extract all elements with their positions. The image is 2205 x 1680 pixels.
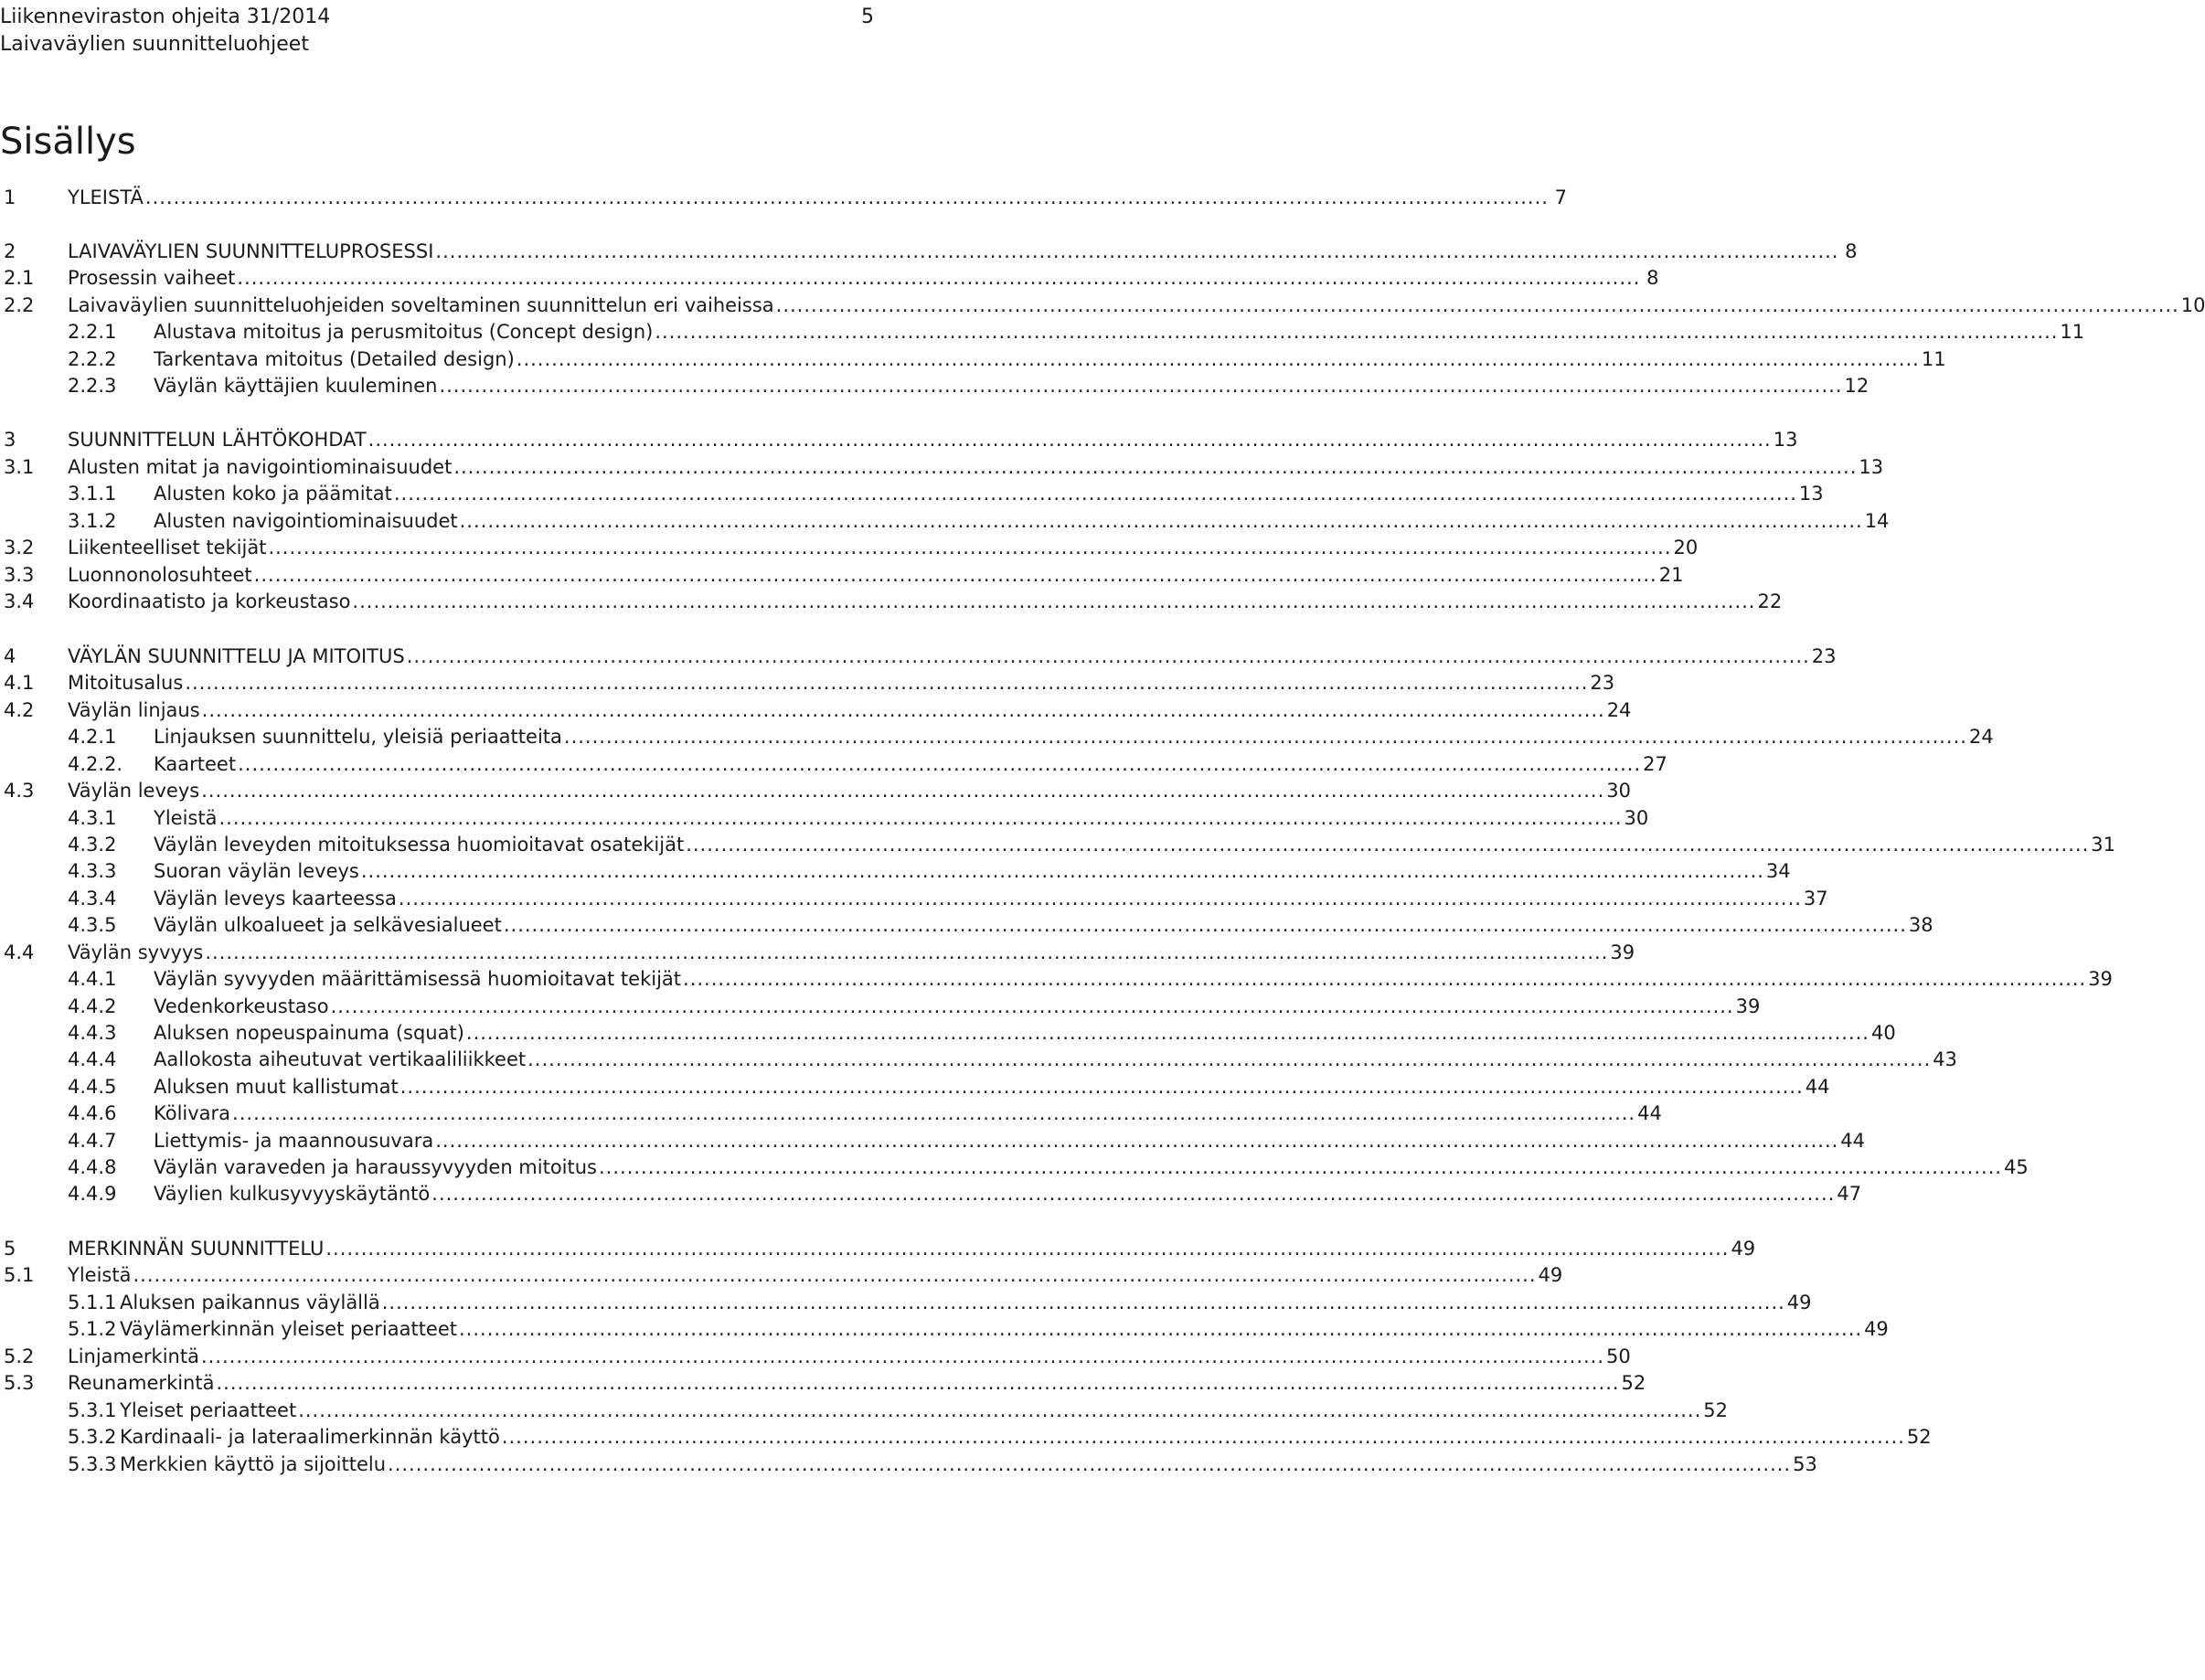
toc-entry-page: 13	[1798, 483, 1824, 505]
toc-entry-label: Alusten navigointiominaisuudet	[154, 510, 458, 532]
dot-leader: ........................................................................................................................................................................................................	[253, 564, 1657, 586]
toc-entry-number: 3.4	[4, 590, 35, 612]
dot-leader: ........................................................................................................................................................................................................	[465, 1022, 1869, 1044]
toc-entry-page: 44	[1840, 1130, 1866, 1152]
toc-entry-number: 4.3.2	[68, 834, 117, 856]
toc-entry-number: 2.2.1	[68, 321, 117, 343]
toc-entry-page: 23	[1590, 672, 1615, 694]
toc-entry-number: 2.2	[4, 294, 35, 316]
dot-leader: ........................................................................................................................................................................................................	[216, 1372, 1620, 1394]
dot-leader: ........................................................................................................................................................................................................	[775, 294, 2179, 316]
toc-entry-page: 50	[1606, 1345, 1631, 1367]
toc-entry-page: 12	[1844, 375, 1869, 397]
toc-entry-page: 40	[1870, 1022, 1896, 1044]
dot-leader: ........................................................................................................................................................................................................	[133, 1264, 1537, 1286]
toc-entry-label: Väylien kulkusyvyyskäytäntö	[154, 1183, 431, 1205]
dot-leader: ........................................................................................................................................................................................................	[298, 1399, 1702, 1421]
toc-entry-number: 4.4.1	[68, 968, 117, 990]
dot-leader: ........................................................................................................................................................................................................	[503, 914, 1907, 936]
toc-entry-number: 4.4.3	[68, 1022, 117, 1044]
toc-entry-page: 11	[1921, 348, 1946, 370]
toc-entry[interactable]	[0, 1313, 1889, 1345]
toc-entry-page: 14	[1864, 510, 1890, 532]
toc-entry-label: Aluksen paikannus väylällä	[120, 1292, 380, 1313]
toc-entry-label: Linjauksen suunnittelu, yleisiä periaatteita	[154, 726, 562, 748]
toc-entry-page: 23	[1811, 645, 1837, 667]
toc-entry-label: Yleiset periaatteet	[120, 1399, 297, 1421]
toc-entry-page: 43	[1933, 1048, 1957, 1070]
toc-entry-page: 52	[1906, 1426, 1932, 1448]
toc-entry[interactable]	[0, 424, 1798, 455]
dot-leader: ........................................................................................................................................................................................................	[201, 780, 1605, 802]
toc-entry-label: Prosessin vaiheet	[68, 267, 236, 289]
dot-leader: ........................................................................................................................................................................................................	[330, 995, 1734, 1017]
toc-entry-number: 4.3.1	[68, 807, 117, 829]
toc-entry-label: Väylän varaveden ja haraussyvyyden mitoitus	[154, 1156, 597, 1178]
toc-entry-page: 45	[2004, 1156, 2029, 1178]
toc-entry-number: 5.3	[4, 1372, 35, 1394]
toc-entry-number: 2.2.2	[68, 348, 117, 370]
toc-entry-label: Luonnonolosuhteet	[68, 564, 252, 586]
toc-entry-number: 4.3.3	[68, 860, 117, 882]
toc-entry-page: 44	[1637, 1102, 1662, 1124]
toc-entry-number: 4.4.7	[68, 1130, 117, 1152]
toc-entry-page: 52	[1621, 1372, 1646, 1394]
toc-entry[interactable]	[0, 963, 2113, 994]
toc-entry[interactable]	[0, 532, 1699, 563]
toc-entry-label: Väylän linjaus	[68, 699, 200, 721]
toc-entry-page: 13	[1859, 456, 1884, 478]
dot-leader: ........................................................................................................................................................................................................	[393, 483, 1797, 505]
dot-leader: ........................................................................................................................................................................................................	[368, 429, 1772, 451]
toc-entry[interactable]	[0, 262, 1659, 293]
dot-leader: ........................................................................................................................................................................................................	[683, 968, 2087, 990]
dot-leader: ........................................................................................................................................................................................................	[388, 1453, 1792, 1475]
toc-entry-page: 39	[1735, 995, 1761, 1017]
toc-entry-label: Tarkentava mitoitus (Detailed design)	[154, 348, 515, 370]
dot-leader: ........................................................................................................................................................................................................	[501, 1426, 1905, 1448]
toc-entry-page: 10	[2180, 294, 2205, 316]
toc-entry-label: LAIVAVÄYLIEN SUUNNITTELUPROSESSI	[68, 240, 434, 262]
toc-entry-label: Aluksen muut kallistumat	[154, 1076, 399, 1098]
toc-entry-number: 4.4.9	[68, 1183, 117, 1205]
toc-entry-label: SUUNNITTELUN LÄHTÖKOHDAT	[68, 429, 367, 451]
toc-entry[interactable]	[0, 1449, 1817, 1480]
dot-leader: ........................................................................................................................................................................................................	[459, 1318, 1863, 1340]
toc-entry-page: 8	[1845, 240, 1858, 262]
toc-entry[interactable]	[0, 1367, 1646, 1398]
dot-leader: ........................................................................................................................................................................................................	[205, 941, 1609, 963]
toc-entry-page: 53	[1793, 1453, 1817, 1475]
toc-entry-number: 4.2.1	[68, 726, 117, 748]
toc-entry[interactable]	[0, 721, 1994, 752]
dot-leader: ........................................................................................................................................................................................................	[459, 510, 1863, 532]
toc-entry-page: 13	[1773, 429, 1798, 451]
toc-entry-page: 30	[1606, 780, 1631, 802]
toc-entry-number: 5.1	[4, 1264, 35, 1286]
toc-entry[interactable]	[0, 586, 1783, 617]
toc-entry-number: 5.3.1	[68, 1399, 117, 1421]
dot-leader: ........................................................................................................................................................................................................	[268, 537, 1672, 558]
toc-entry-number: 4.3	[4, 780, 35, 802]
toc-entry-label: VÄYLÄN SUUNNITTELU JA MITOITUS	[68, 645, 405, 667]
toc-entry-number: 4.4.5	[68, 1076, 117, 1098]
dot-leader: ........................................................................................................................................................................................................	[686, 834, 2090, 856]
dot-leader: ........................................................................................................................................................................................................	[185, 672, 1589, 694]
toc-entry-label: Väylän käyttäjien kuuleminen	[154, 375, 438, 397]
dot-leader: ........................................................................................................................................................................................................	[439, 375, 1843, 397]
toc-entry-page: 49	[1538, 1264, 1563, 1286]
dot-leader: ........................................................................................................................................................................................................	[435, 240, 1839, 262]
toc-entry-number: 1	[4, 186, 16, 208]
toc-entry-label: Yleistä	[154, 807, 218, 829]
toc-entry-number: 4.1	[4, 672, 35, 694]
toc-entry-label: Kardinaali- ja lateraalimerkinnän käyttö	[120, 1426, 500, 1448]
toc-entry-page: 49	[1731, 1238, 1756, 1260]
toc-entry-number: 2.1	[4, 267, 35, 289]
toc-entry-page: 49	[1786, 1292, 1812, 1313]
toc-entry-label: MERKINNÄN SUUNNITTELU	[68, 1238, 325, 1260]
toc-entry-number: 4	[4, 645, 16, 667]
dot-leader: ........................................................................................................................................................................................................	[218, 807, 1623, 829]
toc-entry-label: Merkkien käyttö ja sijoittelu	[120, 1453, 387, 1475]
toc-entry[interactable]	[0, 316, 2085, 347]
toc-entry-page: 27	[1643, 753, 1667, 775]
toc-entry[interactable]	[0, 909, 1933, 941]
toc-entry-page: 47	[1837, 1183, 1862, 1205]
dot-leader: ........................................................................................................................................................................................................	[352, 590, 1756, 612]
toc-entry-label: Suoran väylän leveys	[154, 860, 359, 882]
dot-leader: ........................................................................................................................................................................................................	[655, 321, 2059, 343]
dot-leader: ........................................................................................................................................................................................................	[325, 1238, 1730, 1260]
toc-entry[interactable]	[0, 1044, 1957, 1075]
toc-entry-number: 3.3	[4, 564, 35, 586]
toc-entry[interactable]	[0, 775, 1631, 806]
toc-entry-number: 5.3.2	[68, 1426, 117, 1448]
dot-leader: ........................................................................................................................................................................................................	[381, 1292, 1785, 1313]
toc-entry[interactable]	[0, 856, 1791, 887]
toc-entry-label: Liettymis- ja maannousuvara	[154, 1130, 434, 1152]
toc-entry-number: 5.2	[4, 1345, 35, 1367]
dot-leader: ........................................................................................................................................................................................................	[399, 1076, 1804, 1098]
toc-entry-number: 4.4	[4, 941, 35, 963]
toc-entry-number: 2.2.3	[68, 375, 117, 397]
toc-entry-number: 2	[4, 240, 16, 262]
toc-entry-page: 20	[1673, 537, 1699, 558]
toc-entry-number: 4.4.6	[68, 1102, 117, 1124]
toc-entry-label: Yleistä	[68, 1264, 132, 1286]
dot-leader: ........................................................................................................................................................................................................	[398, 888, 1802, 909]
dot-leader: ........................................................................................................................................................................................................	[238, 753, 1642, 775]
toc-entry-page: 7	[1554, 186, 1567, 208]
toc-entry-number: 3	[4, 429, 16, 451]
toc-entry-label: Liikenteelliset tekijät	[68, 537, 267, 558]
dot-leader: ........................................................................................................................................................................................................	[144, 186, 1549, 208]
dot-leader: ........................................................................................................................................................................................................	[516, 348, 1920, 370]
toc-entry-label: Laivaväylien suunnitteluohjeiden soveltaminen suunnittelun eri vaiheissa	[68, 294, 774, 316]
toc-entry-number: 5.3.3	[68, 1453, 117, 1475]
toc-entry-number: 4.3.4	[68, 888, 117, 909]
toc-entry-number: 4.2	[4, 699, 35, 721]
toc-entry-page: 34	[1765, 860, 1791, 882]
dot-leader: ........................................................................................................................................................................................................	[200, 1345, 1605, 1367]
toc-entry[interactable]	[0, 1421, 1932, 1452]
toc-entry-label: Aluksen nopeuspainuma (squat)	[154, 1022, 464, 1044]
toc-title: Sisällys	[0, 121, 136, 163]
dot-leader: ........................................................................................................................................................................................................	[237, 267, 1641, 289]
toc-entry-label: YLEISTÄ	[68, 186, 144, 208]
toc-entry-page: 11	[2060, 321, 2085, 343]
dot-leader: ........................................................................................................................................................................................................	[232, 1102, 1636, 1124]
toc-entry-label: Alustava mitoitus ja perusmitoitus (Concept design)	[154, 321, 654, 343]
toc-entry[interactable]	[0, 1260, 1563, 1291]
toc-entry-page: 24	[1968, 726, 1994, 748]
page-number: 5	[861, 5, 874, 28]
toc-entry[interactable]	[0, 182, 1567, 213]
toc-entry-label: Linjamerkintä	[68, 1345, 199, 1367]
toc-entry-label: Kölivara	[154, 1102, 231, 1124]
toc-entry-number: 4.4.2	[68, 995, 117, 1017]
toc-entry-page: 39	[2088, 968, 2113, 990]
toc-entry-label: Aallokosta aiheutuvat vertikaaliliikkeet	[154, 1048, 527, 1070]
toc-entry[interactable]	[0, 667, 1615, 698]
toc-entry-page: 39	[1610, 941, 1635, 963]
toc-entry[interactable]	[0, 1098, 1662, 1129]
toc-entry-number: 5.1.2	[68, 1318, 117, 1340]
toc-entry[interactable]	[0, 478, 1824, 509]
toc-entry-label: Väylän syvyyden määrittämisessä huomioitavat tekijät	[154, 968, 682, 990]
toc-entry-number: 5	[4, 1238, 16, 1260]
series-title: Liikenneviraston ohjeita 31/2014	[0, 5, 331, 28]
toc-entry-number: 3.1	[4, 456, 35, 478]
toc-entry-page: 24	[1606, 699, 1632, 721]
toc-entry-label: Väylän leveys	[68, 780, 200, 802]
toc-entry-label: Väylän syvyys	[68, 941, 204, 963]
toc-entry-label: Väylän leveyden mitoituksessa huomioitavat osatekijät	[154, 834, 685, 856]
dot-leader: ........................................................................................................................................................................................................	[406, 645, 1810, 667]
toc-entry-page: 21	[1658, 564, 1684, 586]
dot-leader: ........................................................................................................................................................................................................	[201, 699, 1605, 721]
toc-entry-page: 30	[1624, 807, 1649, 829]
toc-entry-label: Väylämerkinnän yleiset periaatteet	[120, 1318, 457, 1340]
dot-leader: ........................................................................................................................................................................................................	[435, 1130, 1839, 1152]
dot-leader: ........................................................................................................................................................................................................	[527, 1048, 1932, 1070]
toc-entry-label: Koordinaatisto ja korkeustaso	[68, 590, 351, 612]
toc-entry[interactable]	[0, 1178, 1862, 1209]
dot-leader: ........................................................................................................................................................................................................	[563, 726, 1967, 748]
toc-entry-label: Vedenkorkeustaso	[154, 995, 329, 1017]
toc-entry-page: 38	[1908, 914, 1933, 936]
toc-entry-number: 3.1.2	[68, 510, 117, 532]
toc-entry-label: Alusten mitat ja navigointiominaisuudet	[68, 456, 453, 478]
toc-entry-number: 4.4.8	[68, 1156, 117, 1178]
toc-entry-label: Alusten koko ja päämitat	[154, 483, 392, 505]
document-subtitle: Laivaväylien suunnitteluohjeet	[0, 33, 309, 56]
toc-entry-label: Mitoitusalus	[68, 672, 184, 694]
toc-entry-number: 4.2.2.	[68, 753, 123, 775]
toc-entry-page: 44	[1805, 1076, 1830, 1098]
dot-leader: ........................................................................................................................................................................................................	[431, 1183, 1836, 1205]
toc-entry-page: 8	[1646, 267, 1659, 289]
toc-entry-page: 22	[1757, 590, 1783, 612]
toc-entry-number: 3.2	[4, 537, 35, 558]
toc-entry-page: 37	[1803, 888, 1828, 909]
toc-entry-number: 5.1.1	[68, 1292, 117, 1313]
toc-entry[interactable]	[0, 370, 1869, 401]
toc-entry-label: Väylän leveys kaarteessa	[154, 888, 397, 909]
toc-entry-number: 4.3.5	[68, 914, 117, 936]
toc-entry-number: 4.4.4	[68, 1048, 117, 1070]
dot-leader: ........................................................................................................................................................................................................	[599, 1156, 2003, 1178]
toc-entry-page: 52	[1703, 1399, 1728, 1421]
toc-entry-label: Väylän ulkoalueet ja selkävesialueet	[154, 914, 502, 936]
toc-entry-page: 31	[2091, 834, 2115, 856]
toc-entry-number: 3.1.1	[68, 483, 117, 505]
toc-entry-page: 49	[1864, 1318, 1889, 1340]
toc-entry-label: Reunamerkintä	[68, 1372, 215, 1394]
dot-leader: ........................................................................................................................................................................................................	[453, 456, 1858, 478]
toc-entry-label: Kaarteet	[154, 753, 237, 775]
dot-leader: ........................................................................................................................................................................................................	[360, 860, 1764, 882]
